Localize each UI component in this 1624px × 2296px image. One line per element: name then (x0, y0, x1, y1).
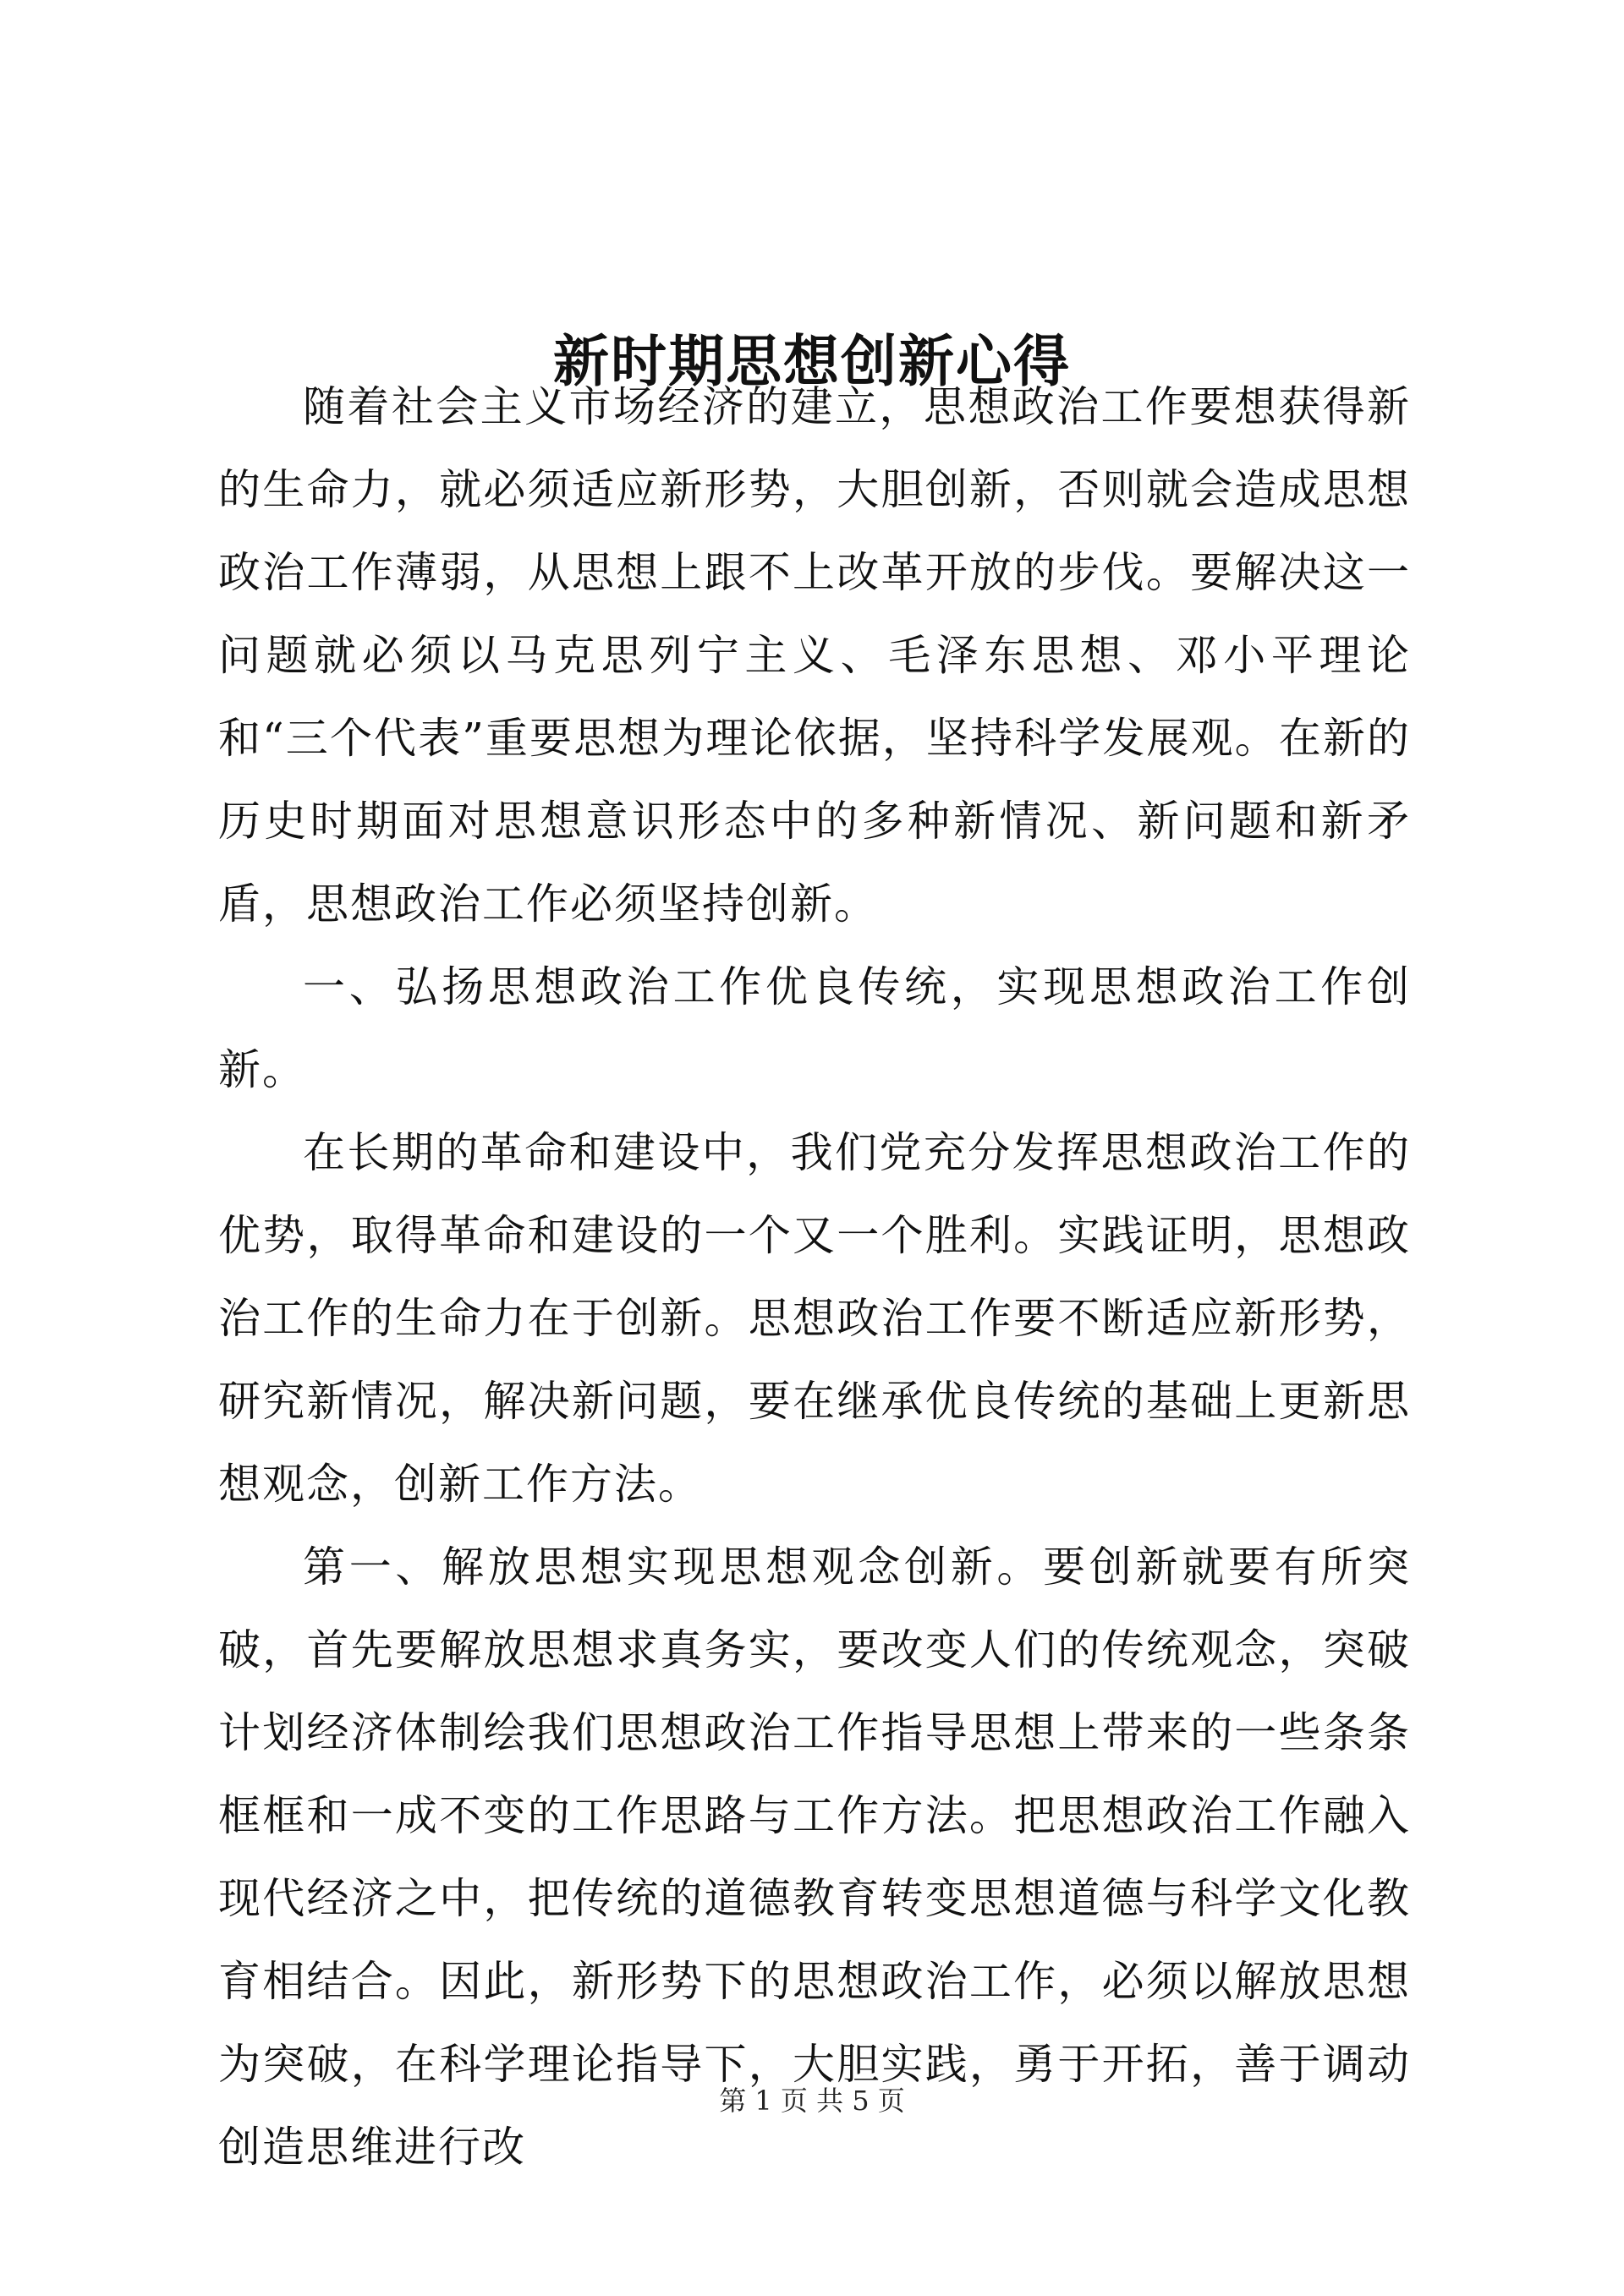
document-body (218, 365, 1411, 2189)
page-number-footer: 第 1 页 共 5 页 (719, 2085, 905, 2117)
section-heading-one: 一、弘扬思想政治工作优良传统，实现思想政治工作创新。 (218, 962, 1411, 1094)
page-title: 新时期思想创新心得 (553, 328, 1071, 395)
paragraph-first-point: 第一、解放思想实现思想观念创新。要创新就要有所突破，首先要解放思想求真务实，要改变人们的传统观念，突破计划经济体制绘我们思想政治工作指导思想上带来的一些条条框框和一成不变的工作思路与工作方法。把思想政治工作融入现代经济之中，把传统的道德教育转变思想道德与科学文化教育相结合。因此，新形势下的思想政治工作，必须以解放思想为突破，在科学理论指导下，大胆实践，勇于开拓，善于调动创造思维进行改 (218, 1543, 1411, 2172)
paragraph-intro: 随着社会主义市场经济的建立，思想政治工作要想获得新的生命力，就必须适应新形势，大胆创新，否则就会造成思想政治工作薄弱，从思想上跟不上改革开放的步伐。要解决这一问题就必须以马克思列宁主义、毛泽东思想、邓小平理论和“三个代表”重要思想为理论依据，坚持科学发展观。在新的历史时期面对思想意识形态中的多种新情况、新问题和新矛盾，思想政治工作必须坚持创新。 (218, 382, 1411, 929)
paragraph-section-one: 在长期的革命和建设中，我们党充分发挥思想政治工作的优势，取得革命和建设的一个又一个胜利。实践证明，思想政治工作的生命力在于创新。思想政治工作要不断适应新形势，研究新情况，解决新问题，要在继承优良传统的基础上更新思想观念，创新工作方法。 (218, 1128, 1411, 1509)
